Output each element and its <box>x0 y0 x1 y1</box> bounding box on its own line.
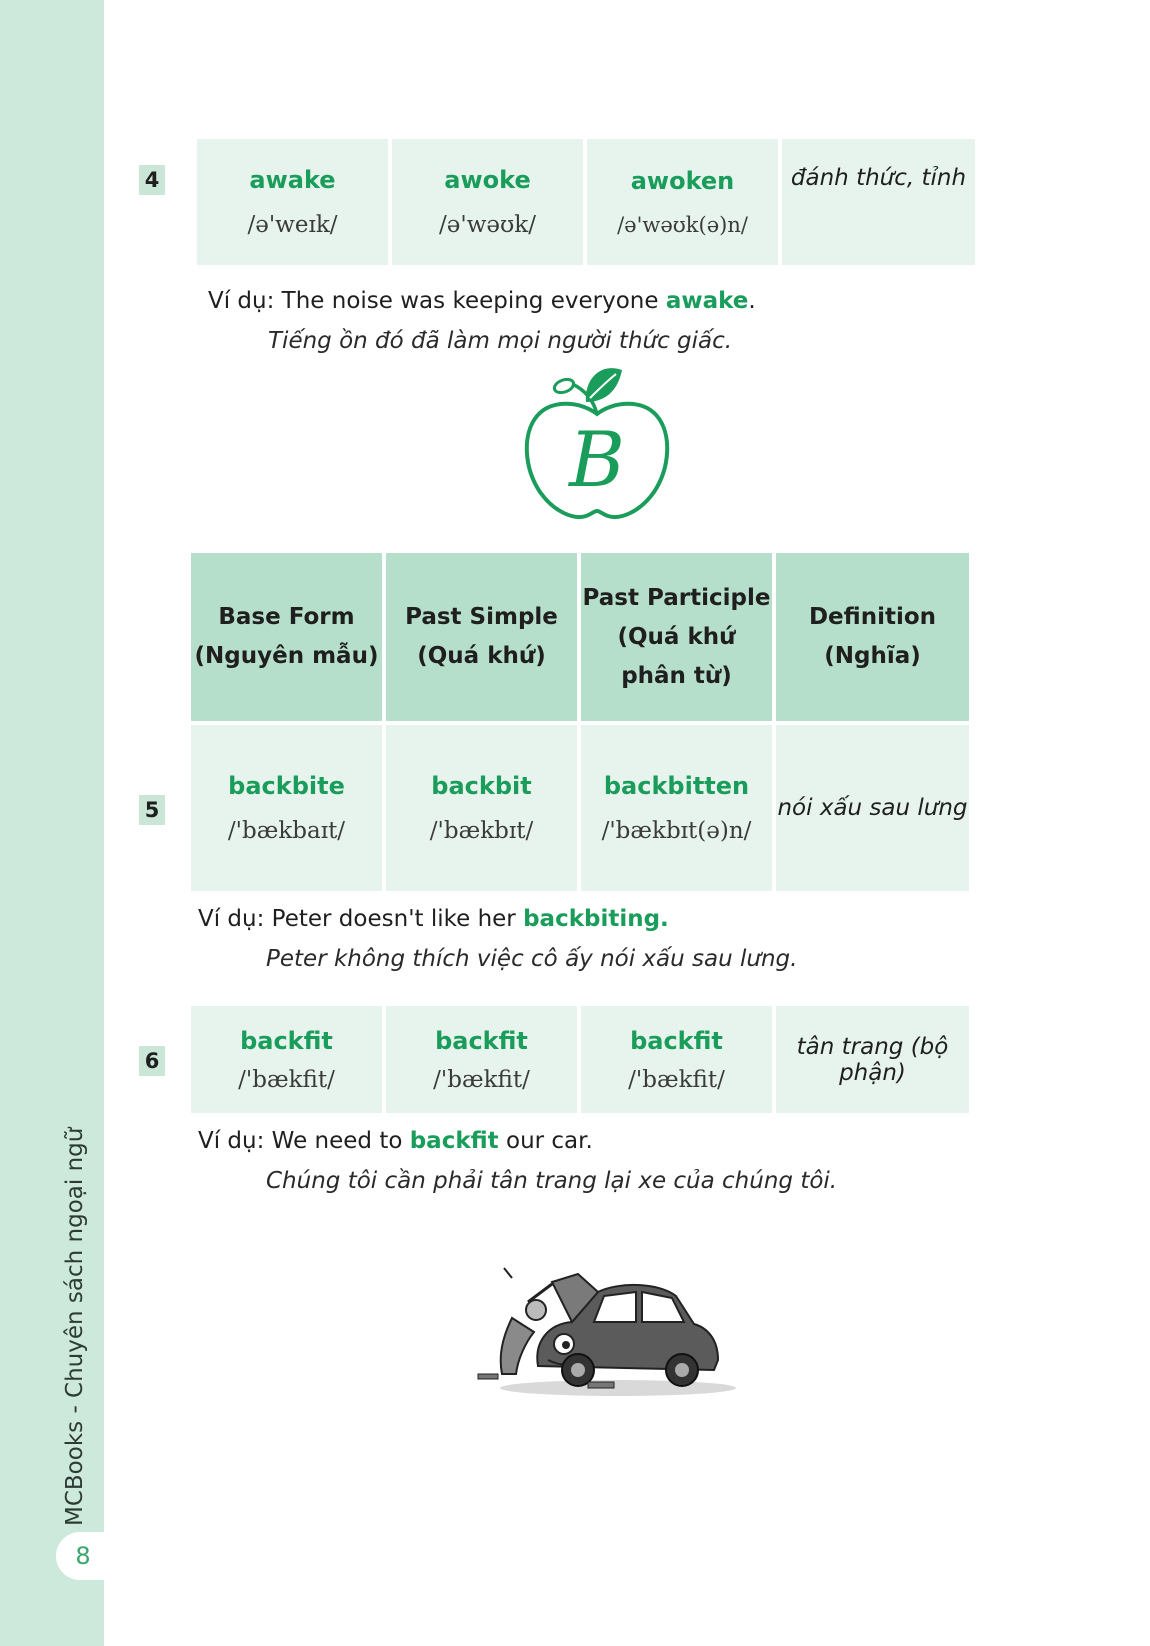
example-sentence <box>208 288 756 314</box>
past-simple-word: backfit <box>435 1026 528 1055</box>
base-form-word: backfit <box>240 1026 333 1055</box>
past-simple-word: backbit <box>431 772 532 800</box>
page-number: 8 <box>56 1532 104 1580</box>
header-past-participle-line3: phân từ) <box>621 662 732 689</box>
past-simple-ipa: /ə'wəʊk/ <box>439 212 536 238</box>
past-participle-cell <box>581 1006 772 1113</box>
example-text: Ví dụ: The noise was keeping everyone <box>208 288 666 314</box>
header-past-simple-line1: Past Simple <box>405 604 558 630</box>
example-suffix: our car. <box>498 1128 593 1154</box>
past-participle-word: awoken <box>630 167 735 195</box>
table-header-row <box>191 553 969 721</box>
header-base-form-line1: Base Form <box>218 604 355 630</box>
past-participle-word: backfit <box>630 1026 723 1055</box>
apple-letter-logo <box>522 368 672 528</box>
example-highlight: backbiting. <box>523 906 669 932</box>
past-simple-ipa: /'bækbɪt/ <box>429 818 534 844</box>
past-participle-ipa: /ə'wəʊk(ə)n/ <box>617 213 748 237</box>
past-participle-cell <box>587 139 778 265</box>
past-participle-cell <box>581 725 772 891</box>
publisher-vertical-text: MCBooks - Chuyên sách ngoại ngữ <box>62 1127 88 1526</box>
example-suffix: . <box>748 288 756 314</box>
definition-text: đánh thức, tỉnh <box>790 165 967 191</box>
past-simple-cell <box>392 139 583 265</box>
past-participle-ipa: /'bækbɪt(ə)n/ <box>601 818 752 844</box>
sidebar-strip <box>0 0 104 1646</box>
entry-number-badge: 6 <box>139 1046 165 1076</box>
verb-row-backfit <box>191 1006 969 1113</box>
base-form-cell <box>191 725 382 891</box>
example-text: Ví dụ: Peter doesn't like her <box>198 906 524 932</box>
base-form-word: backbite <box>228 772 345 800</box>
header-definition-line2: (Nghĩa) <box>824 643 921 669</box>
header-past-participle <box>581 553 772 721</box>
definition-cell <box>776 725 969 891</box>
example-sentence <box>198 906 669 932</box>
header-past-participle-line1: Past Participle <box>582 584 771 611</box>
past-participle-word: backbitten <box>603 772 750 800</box>
header-base-form <box>191 553 382 721</box>
definition-cell <box>782 139 975 265</box>
example-highlight: awake <box>665 288 749 314</box>
header-past-simple <box>386 553 577 721</box>
base-form-cell <box>197 139 388 265</box>
header-base-form-line2: (Nguyên mẫu) <box>194 643 379 669</box>
header-past-simple-line2: (Quá khứ) <box>417 643 546 669</box>
definition-text: tân trang (bộ phận) <box>796 1033 949 1086</box>
base-form-ipa: /ə'weɪk/ <box>247 212 338 238</box>
entry-number-badge: 4 <box>139 165 165 195</box>
past-participle-ipa: /'bækfit/ <box>628 1066 725 1093</box>
example-translation: Chúng tôi cần phải tân trang lại xe của chúng tôi. <box>266 1168 838 1194</box>
past-simple-word: awoke <box>444 166 531 194</box>
header-definition <box>776 553 969 721</box>
past-simple-ipa: /'bækfit/ <box>433 1066 530 1093</box>
definition-text: nói xấu sau lưng <box>777 795 968 821</box>
past-simple-cell <box>386 725 577 891</box>
verb-row-backbite <box>191 725 969 891</box>
verb-row-awake <box>197 139 975 265</box>
car-repair-illustration <box>468 1262 748 1402</box>
base-form-word: awake <box>249 166 336 194</box>
example-translation: Tiếng ồn đó đã làm mọi người thức giấc. <box>268 328 733 354</box>
example-highlight: backfit <box>409 1128 499 1154</box>
example-sentence <box>198 1128 593 1154</box>
example-text: Ví dụ: We need to <box>198 1128 410 1154</box>
base-form-ipa: /'bækfit/ <box>238 1066 335 1093</box>
base-form-cell <box>191 1006 382 1113</box>
entry-number-badge: 5 <box>139 795 165 825</box>
base-form-ipa: /'bækbaɪt/ <box>227 818 346 844</box>
header-past-participle-line2: (Quá khứ <box>617 623 736 650</box>
example-translation: Peter không thích việc cô ấy nói xấu sau lưng. <box>266 946 798 972</box>
past-simple-cell <box>386 1006 577 1113</box>
definition-cell <box>776 1006 969 1113</box>
logo-letter: B <box>569 415 625 504</box>
header-definition-line1: Definition <box>808 604 937 630</box>
